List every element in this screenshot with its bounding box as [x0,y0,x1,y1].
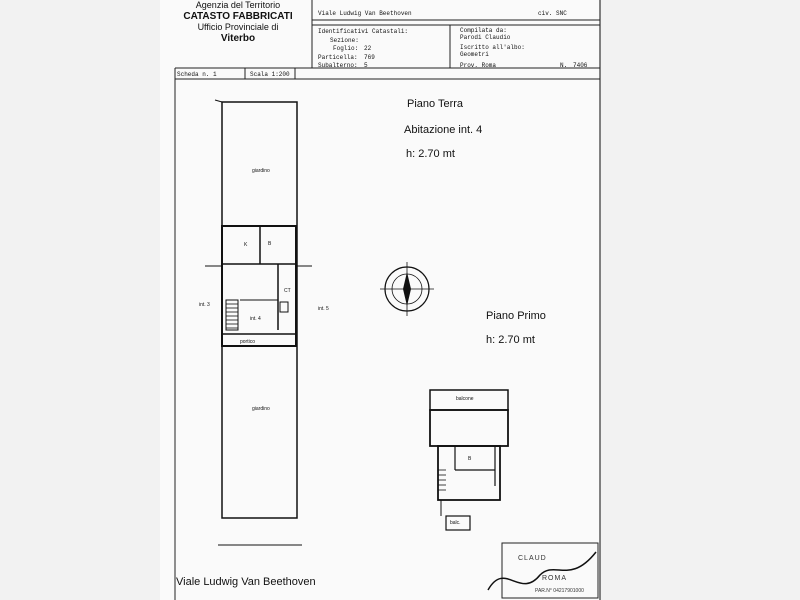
room-b-first: B [468,456,472,462]
n-label: N. [560,62,568,69]
room-giardino-top: giardino [252,168,270,174]
address-line: Viale Ludwig Van Beethoven [318,10,412,17]
room-balc: balc. [450,520,461,526]
stamp-line-2: ROMA [542,575,567,582]
n-value: 7406 [573,62,588,69]
first-floor-title: Piano Primo [486,310,546,322]
iscritto-label: Iscritto all'albo: [460,44,525,51]
subalterno-label: Subalterno: [318,62,358,69]
room-int4: int. 4 [250,316,261,322]
office-line-2: CATASTO FABBRICATI [183,11,293,22]
foglio-value: 22 [364,45,372,52]
office-line-1: Agenzia del Territorio [195,0,281,10]
room-portico: portico [240,339,256,345]
compilata-label: Compilata da: [460,27,507,34]
ground-floor-unit: Abitazione int. 4 [404,124,483,136]
office-header [178,0,298,44]
scala-label: Scala 1:200 [250,71,290,78]
subalterno-value: 5 [364,62,368,69]
room-balcone: balcone [456,396,474,402]
room-giardino-bottom: giardino [252,406,270,412]
prov-label: Prov. Roma [460,62,497,69]
office-line-3: Ufficio Provinciale di [197,22,279,32]
sezione-label: Sezione: [330,37,359,44]
ground-floor-title: Piano Terra [407,98,464,110]
room-int3: int. 3 [199,302,210,308]
foglio-label: Foglio: [333,45,359,52]
particella-label: Particella: [318,54,358,61]
civ-label: civ. SNC [538,10,567,17]
office-line-4: Viterbo [220,33,256,44]
stamp-line-1: CLAUD [518,555,547,562]
room-b-ground: B [268,241,272,247]
particella-value: 769 [364,54,375,61]
room-int5: int. 5 [318,306,329,312]
stamp-line-3: PAR.N° 04217901000 [535,588,584,594]
iscritto-value: Geometri [460,51,489,58]
scheda-label: Scheda n. 1 [177,71,217,78]
room-ct: CT [284,288,291,294]
room-k: K [244,242,248,248]
ground-floor-height: h: 2.70 mt [406,148,455,160]
identifiers-title: Identificativi Catastali: [318,28,409,35]
compilata-name: Parodi Claudio [460,34,511,41]
street-footer: Viale Ludwig Van Beethoven [176,576,316,588]
first-floor-height: h: 2.70 mt [486,334,535,346]
